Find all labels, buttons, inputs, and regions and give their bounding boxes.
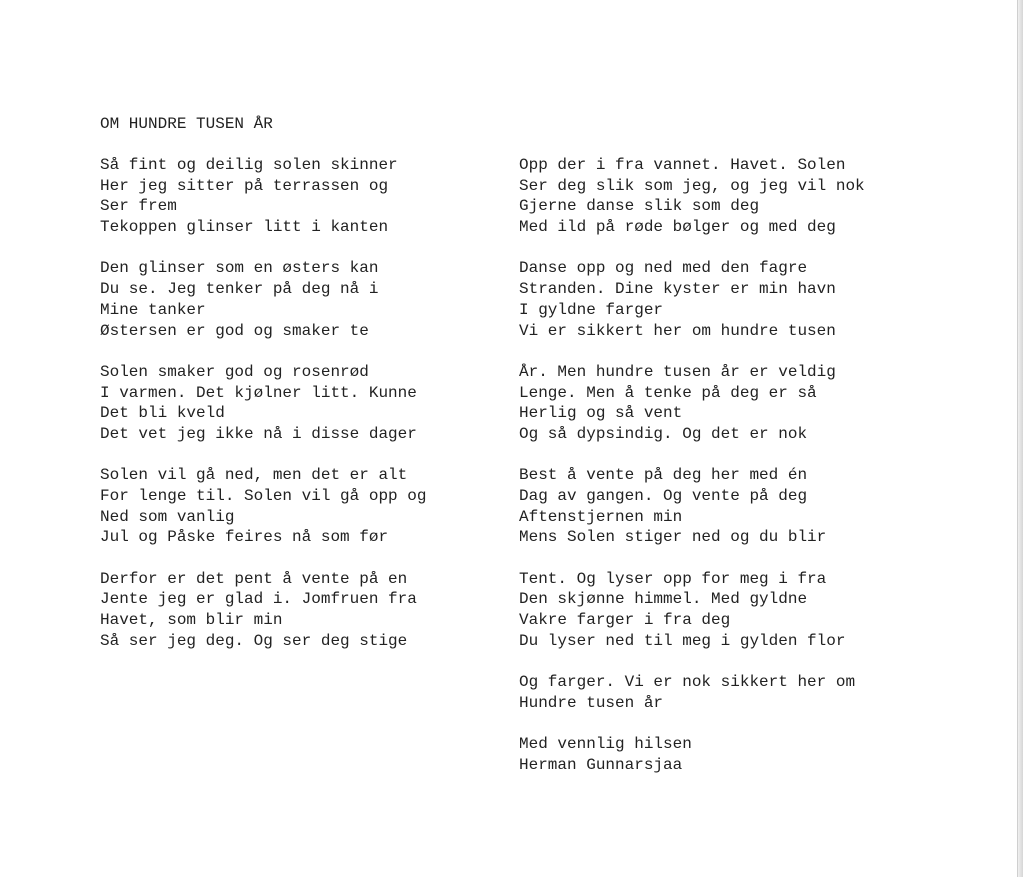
poem-line: Danse opp og ned med den fagre [519, 259, 808, 278]
poem-line: Vakre farger i fra deg [519, 611, 731, 630]
poem-line: I gyldne farger [519, 300, 664, 319]
poem-line: Østersen er god og smaker te [100, 321, 369, 340]
stanza [100, 569, 426, 652]
poem-line: Solen smaker god og rosenrød [100, 362, 369, 381]
poem-line: Så ser jeg deg. Og ser deg stige [100, 631, 408, 650]
poem-line: Best å vente på deg her med én [519, 466, 808, 485]
poem-line: Med ild på røde bølger og med deg [519, 218, 836, 237]
poem-line: Gjerne danse slik som deg [519, 197, 760, 216]
poem-line: Vi er sikkert her om hundre tusen [519, 321, 836, 340]
poem-line: Det bli kveld [100, 404, 225, 423]
left-column [100, 155, 426, 672]
right-column [519, 155, 865, 796]
poem-line: Ser frem [100, 197, 177, 216]
poem-line: Herlig og så vent [519, 404, 683, 423]
poem-line: År. Men hundre tusen år er veldig [519, 362, 836, 381]
poem-line: Du lyser ned til meg i gylden flor [519, 631, 846, 650]
poem-line: Med vennlig hilsen [519, 735, 692, 754]
page-edge [1017, 0, 1023, 877]
stanza [100, 362, 426, 445]
poem-line: Den glinser som en østers kan [100, 259, 379, 278]
poem-line: Lenge. Men å tenke på deg er så [519, 383, 817, 402]
poem-line: Så fint og deilig solen skinner [100, 156, 398, 174]
poem-line: Opp der i fra vannet. Havet. Solen [519, 156, 846, 174]
poem-title: OM HUNDRE TUSEN ÅR [100, 115, 273, 133]
poem-line: Jul og Påske feires nå som før [100, 528, 389, 547]
poem-line: Jente jeg er glad i. Jomfruen fra [100, 590, 417, 609]
stanza [519, 258, 865, 341]
poem-line: Dag av gangen. Og vente på deg [519, 487, 808, 505]
stanza [100, 258, 426, 341]
poem-line: Mine tanker [100, 300, 206, 319]
poem-line: Tent. Og lyser opp for meg i fra [519, 569, 827, 588]
poem-line: Og så dypsindig. Og det er nok [519, 424, 808, 443]
poem-line: For lenge til. Solen vil gå opp og [100, 487, 427, 505]
poem-line: Ser deg slik som jeg, og jeg vil nok [519, 176, 865, 195]
stanza [519, 465, 865, 548]
poem-line: Aftenstjernen min [519, 507, 683, 526]
poem-line: Ned som vanlig [100, 507, 235, 526]
stanza [100, 155, 426, 238]
poem-line: Solen vil gå ned, men det er alt [100, 466, 408, 485]
poem-line: Og farger. Vi er nok sikkert her om [519, 673, 856, 692]
stanza [100, 465, 426, 548]
stanza [519, 734, 865, 775]
poem-line: Havet, som blir min [100, 611, 283, 630]
stanza [519, 672, 865, 713]
stanza [519, 362, 865, 445]
poem-line: Mens Solen stiger ned og du blir [519, 528, 827, 547]
poem-line: Her jeg sitter på terrassen og [100, 176, 389, 195]
poem-line: Stranden. Dine kyster er min havn [519, 280, 836, 299]
poem-line: Hundre tusen år [519, 693, 664, 712]
poem-line: Derfor er det pent å vente på en [100, 569, 408, 588]
stanza [519, 155, 865, 238]
poem-line: Herman Gunnarsjaa [519, 755, 683, 774]
poem-line: Tekoppen glinser litt i kanten [100, 218, 389, 237]
poem-line: I varmen. Det kjølner litt. Kunne [100, 383, 417, 402]
stanza [519, 569, 865, 652]
poem-line: Du se. Jeg tenker på deg nå i [100, 280, 379, 299]
poem-line: Den skjønne himmel. Med gyldne [519, 590, 808, 609]
poem-line: Det vet jeg ikke nå i disse dager [100, 424, 417, 443]
